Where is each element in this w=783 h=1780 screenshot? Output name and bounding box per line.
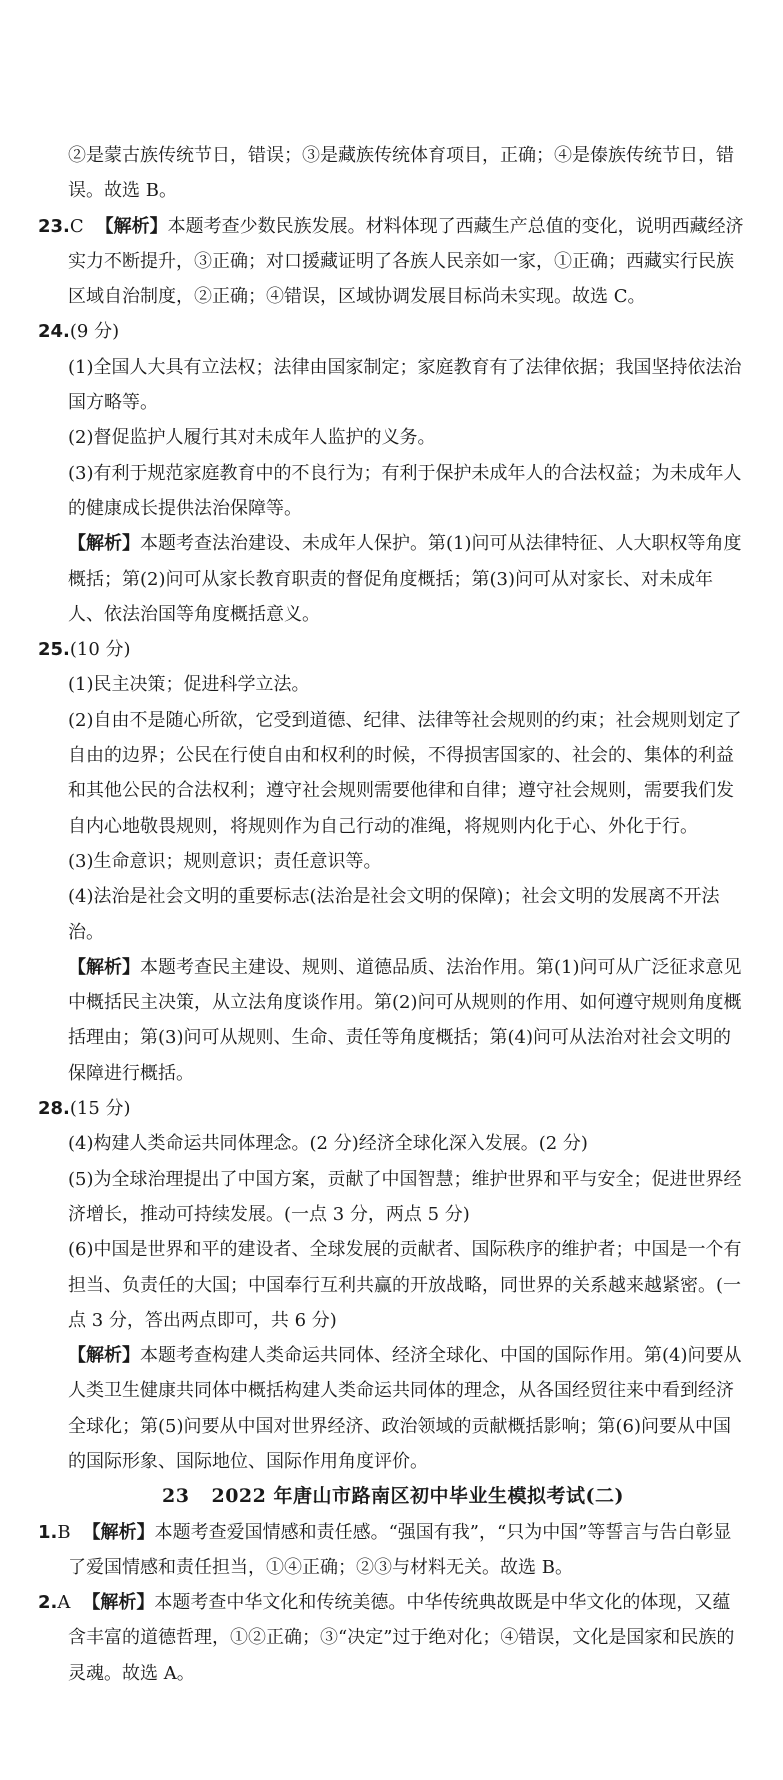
analysis-tag: 【解析】: [68, 956, 140, 978]
question-score: (10 分): [69, 639, 131, 661]
question-header: [38, 1091, 748, 1126]
analysis-text: 本题考查少数民族发展。材料体现了西藏生产总值的变化，说明西藏经济实力不断提升，③正确；对口援藏证明了各族人民亲如一家，①正确；西藏实行民族区域自治制度，②正确；④错误，区域协调发展目标尚未实现。故选 C。: [68, 215, 744, 308]
analysis-tag: 【解析】: [95, 215, 168, 237]
sub-answer-text: (2)督促监护人履行其对未成年人监护的义务。: [68, 427, 436, 449]
answer-item: [38, 209, 748, 315]
sub-answer-text: (2)自由不是随心所欲，它受到道德、纪律、法律等社会规则的约束；社会规则划定了自由的边界；公民在行使自由和权利的时候，不得损害国家的、社会的、集体的利益和其他公民的合法权利；遵守社会规则需要他律和自律；遵守社会规则，需要我们发自内心地敬畏规则，将规则作为自己行动的准绳，将规则内化于心、外化于行。: [68, 709, 742, 837]
question-header: [38, 314, 748, 349]
sub-answer: [38, 1232, 748, 1338]
sub-answer-text: (1)全国人大具有立法权；法律由国家制定；家庭教育有了法律依据；我国坚持依法治国方略等。: [68, 356, 742, 414]
question-score: (15 分): [69, 1098, 131, 1120]
sub-answer: [38, 844, 748, 879]
sub-answer: [38, 1126, 748, 1161]
analysis-paragraph: [38, 526, 748, 632]
analysis-text: 本题考查爱国情感和责任感。“强国有我”，“只为中国”等誓言与告白彰显了爱国情感和责任担当，①④正确；②③与材料无关。故选 B。: [68, 1521, 732, 1578]
sub-answer-text: (4)构建人类命运共同体理念。(2 分)经济全球化深入发展。(2 分): [68, 1133, 588, 1155]
question-number: 2.: [38, 1592, 58, 1614]
analysis-tag: 【解析】: [68, 533, 140, 555]
sub-answer-text: (3)有利于规范家庭教育中的不良行为；有利于保护未成年人的合法权益；为未成年人的健康成长提供法治保障等。: [68, 462, 742, 519]
analysis-tag: 【解析】: [82, 1592, 155, 1614]
sub-answer-text: (6)中国是世界和平的建设者、全球发展的贡献者、国际秩序的维护者；中国是一个有担当、负责任的大国；中国奉行互利共赢的开放战略，同世界的关系越来越紧密。(一点 3 分，答出两点即可，共 6 分): [68, 1239, 742, 1331]
continued-paragraph: [38, 138, 748, 209]
answer-item: [38, 1515, 748, 1586]
section-title: [38, 1479, 748, 1514]
analysis-text: 本题考查法治建设、未成年人保护。第(1)问可从法律特征、人大职权等角度概括；第(2)问可从家长教育职责的督促角度概括；第(3)问可从对家长、对未成年人、依法治国等角度概括意义。: [68, 533, 742, 625]
sub-answer: [38, 456, 748, 527]
section-title-text: 2022 年唐山市路南区初中毕业生模拟考试(二): [211, 1485, 624, 1508]
analysis-paragraph: [38, 950, 748, 1091]
question-number: 23.: [38, 215, 70, 237]
answer-letter: B: [57, 1521, 71, 1543]
sub-answer-text: (4)法治是社会文明的重要标志(法治是社会文明的保障)；社会文明的发展离不开法治。: [68, 886, 720, 943]
question-number: 28.: [38, 1098, 70, 1120]
paragraph-text: ②是蒙古族传统节日，错误；③是藏族传统体育项目，正确；④是傣族传统节日，错误。故选 B。: [68, 145, 734, 202]
sub-answer: [38, 879, 748, 950]
question-number: 25.: [38, 639, 70, 661]
analysis-text: 本题考查中华文化和传统美德。中华传统典故既是中华文化的体现，又蕴含丰富的道德哲理，①②正确；③“决定”过于绝对化；④错误，文化是国家和民族的灵魂。故选 A。: [68, 1592, 735, 1684]
sub-answer-text: (1)民主决策；促进科学立法。: [68, 674, 310, 696]
question-score: (9 分): [69, 321, 120, 343]
analysis-text: 本题考查民主建设、规则、道德品质、法治作用。第(1)问可从广泛征求意见中概括民主决策，从立法角度谈作用。第(2)问可从规则的作用、如何遵守规则角度概括理由；第(3)问可从规则、生命、责任等角度概括；第(4)问可从法治对社会文明的保障进行概括。: [68, 956, 742, 1084]
analysis-tag: 【解析】: [68, 1345, 140, 1367]
sub-answer: [38, 667, 748, 702]
question-header: [38, 632, 748, 667]
answer-item: [38, 1585, 748, 1691]
answer-letter: A: [57, 1592, 71, 1614]
analysis-tag: 【解析】: [82, 1521, 155, 1543]
section-number: 23: [162, 1485, 190, 1508]
question-number: 1.: [38, 1521, 58, 1543]
analysis-paragraph: [38, 1338, 748, 1479]
sub-answer: [38, 350, 748, 421]
answer-letter: C: [69, 215, 84, 237]
sub-answer-text: (5)为全球治理提出了中国方案，贡献了中国智慧；维护世界和平与安全；促进世界经济增长，推动可持续发展。(一点 3 分，两点 5 分): [68, 1168, 742, 1225]
analysis-text: 本题考查构建人类命运共同体、经济全球化、中国的国际作用。第(4)问要从人类卫生健康共同体中概括构建人类命运共同体的理念，从各国经贸往来中看到经济全球化；第(5)问要从中国对世界经济、政治领域的贡献概括影响；第(6)问要从中国的国际形象、国际地位、国际作用角度评价。: [68, 1345, 742, 1472]
sub-answer: [38, 1162, 748, 1233]
sub-answer: [38, 703, 748, 844]
answer-content: [38, 138, 748, 1691]
sub-answer-text: (3)生命意识；规则意识；责任意识等。: [68, 850, 382, 872]
sub-answer: [38, 420, 748, 455]
question-number: 24.: [38, 321, 70, 343]
